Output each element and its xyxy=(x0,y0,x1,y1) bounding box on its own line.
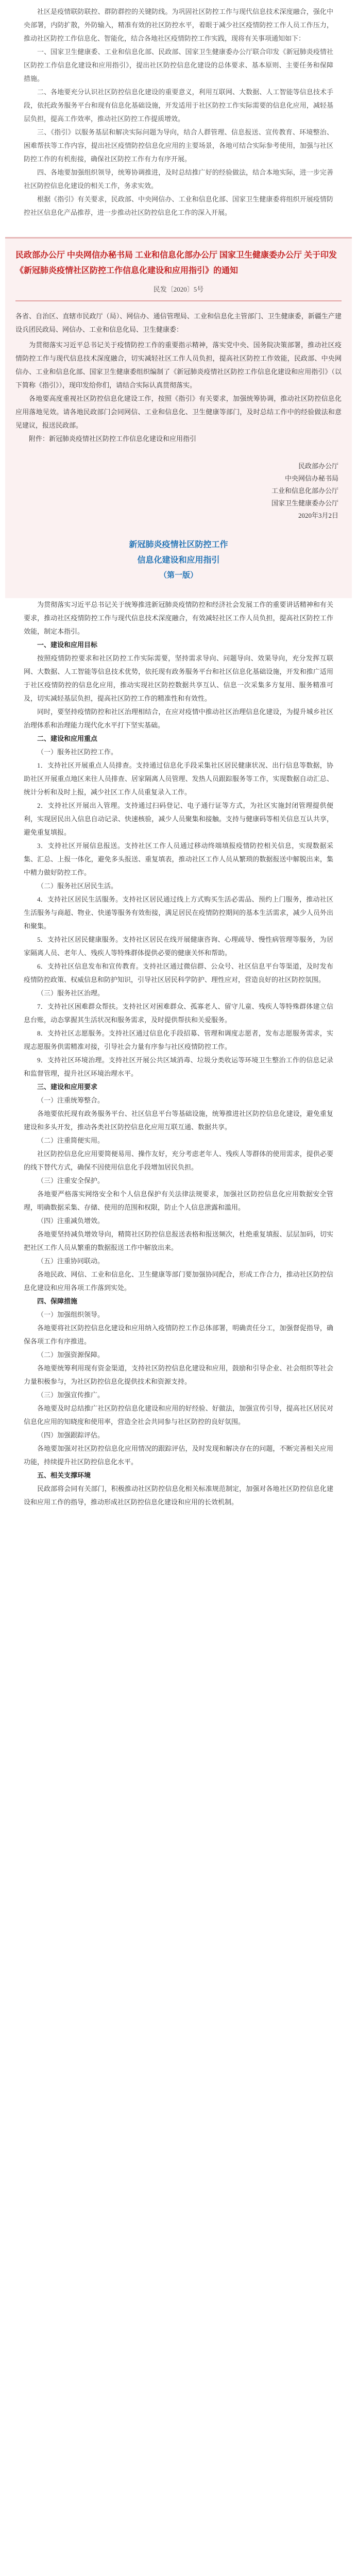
guide-title-line-2: 信息化建设和应用指引 xyxy=(137,556,220,565)
subsection-heading: （三）服务社区治理。 xyxy=(37,989,105,997)
guide-title-line-1: 新冠肺炎疫情社区防控工作 xyxy=(129,540,228,549)
subsection-heading: （五）注重协同联动。 xyxy=(37,1257,105,1265)
guide-paragraph: 1．支持社区开展重点人员排查。支持通过信息化手段采集社区居民健康状况、出行信息等数据，协助社区开展重点地区来往人员排查、居家隔离人员管理、发热人员跟踪服务等工作，实现数据自动汇总、统计分析和及时上报，减少社区工作人员重复录入工作。 xyxy=(24,761,333,796)
subsection-heading: （二）注重简便实用。 xyxy=(37,1137,105,1144)
notice-body xyxy=(15,338,342,446)
section-heading: 一、建设和应用目标 xyxy=(37,641,98,649)
subsection-heading: （四）加强跟踪评估。 xyxy=(37,1431,105,1439)
guide-paragraph: 同时，要坚持疫情防控和社区治理相结合，在应对疫情中推动社区治理信息化建设，为提升城乡社区治理体系和治理能力现代化水平打下坚实基础。 xyxy=(24,708,333,729)
guide-paragraph: 各地要严格落实网络安全和个人信息保护有关法律法规要求，加强社区防控信息化应用数据安全管理，明确数据采集、存储、使用的范围和权限，防止个人信息泄露和滥用。 xyxy=(24,1190,333,1211)
guide-paragraph: 各地要将社区防控信息化建设和应用纳入疫情防控工作总体部署，明确责任分工，加强督促指导，确保各项工作有序推进。 xyxy=(24,1324,333,1345)
guide-title xyxy=(15,537,342,568)
guide-paragraph: 6．支持社区信息发布和宣传教育。支持社区通过微信群、公众号、社区信息平台等渠道，及时发布疫情防控政策、权威信息和防护知识，引导社区居民科学防护、理性应对，营造良好的社区防控氛围。 xyxy=(24,962,333,984)
section-heading: 四、保障措施 xyxy=(37,1297,78,1305)
guide-paragraph: 各地要及时总结推广社区防控信息化建设和应用的好经验、好做法，加强宣传引导，提高社区居民对信息化应用的知晓度和使用率，营造全社会共同参与社区防控的良好氛围。 xyxy=(24,1404,333,1426)
subsection-heading: （二）服务社区居民生活。 xyxy=(37,882,118,890)
notice-addressees: 各省、自治区、直辖市民政厅（局）、网信办、通信管理局、工业和信息化主管部门、卫生健康委，新疆生产建设兵团民政局、网信办、工业和信息化局、卫生健康委： xyxy=(15,312,342,333)
subsection-heading: （二）加强资源保障。 xyxy=(37,1351,105,1359)
intro-paragraph: 社区是疫情联防联控、群防群控的关键防线。为巩固社区防控工作与现代信息技术深度融合，强化中央部署，内防扩散，外防输入，精准有效的社区防控水平，着眼于减少社区疫情防控工作人员工作压力，推动社区防控工作信息化、智能化，结合各地社区疫情防控工作实践，现将有关事项通知如下： xyxy=(24,8,333,42)
notice-paragraph: 各地要高度重视社区防控信息化建设工作，按照《指引》有关要求，加强统筹协调，推动社区防控信息化应用落地见效。请各地民政部门会同网信、工业和信息化、卫生健康等部门，及时总结工作中的经验做法和意见建议，报送民政部。 xyxy=(15,395,342,429)
subsection-heading: （三）注重安全保护。 xyxy=(37,1177,105,1184)
guide-paragraph: 4．支持社区居民生活服务。支持社区居民通过线上方式购买生活必需品、预约上门服务，推动社区生活服务与商超、物业、快递等服务有效衔接，满足居民在疫情防控期间的基本生活需求，减少人员外出和聚集。 xyxy=(24,895,333,930)
document-number: 民发〔2020〕5号 xyxy=(153,285,204,293)
section-heading: 三、建设和应用要求 xyxy=(37,1083,98,1091)
guide-paragraph: 9．支持社区环境治理。支持社区开展公共区域消毒、垃圾分类收运等环境卫生整治工作的信息记录和监督管理，提升社区环境治理水平。 xyxy=(24,1056,333,1077)
guide-paragraph: 8．支持社区志愿服务。支持社区通过信息化手段招募、管理和调度志愿者，发布志愿服务需求，实现志愿服务供需精准对接，引导社会力量有序参与社区疫情防控工作。 xyxy=(24,1029,333,1050)
intro-paragraph: 根据《指引》有关要求，民政部、中央网信办、工业和信息化部、国家卫生健康委将组织开展疫情防控社区信息化产品推荐，进一步推动社区防控信息化工作的深入开展。 xyxy=(24,195,333,216)
intro-paragraph: 四、各地要加强组织领导，统筹协调推进，及时总结推广好的经验做法，结合本地实际，进一步完善社区防控信息化建设的相关工作，务求实效。 xyxy=(24,168,333,190)
issuer-name: 国家卫生健康委办公厅 xyxy=(271,499,338,507)
issuer-name: 工业和信息化部办公厅 xyxy=(271,487,338,495)
intro-section xyxy=(0,0,357,225)
notice-issuers xyxy=(15,460,342,522)
notice-date: 2020年3月2日 xyxy=(298,512,338,519)
intro-paragraph: 一、国家卫生健康委、工业和信息化部、民政部、国家卫生健康委办公厅联合印发《新冠肺炎疫情社区防控工作信息化建设和应用指引》，提出社区防控信息化建设的总体要求、基本原则、主要任务和保障措施。 xyxy=(24,48,333,82)
section-heading: 五、相关支撑环境 xyxy=(37,1471,91,1479)
guide-paragraph: 为贯彻落实习近平总书记关于统筹推进新冠肺炎疫情防控和经济社会发展工作的重要讲话精神和有关要求，推动社区疫情防控工作与现代信息技术深度融合，有效减轻社区工作人员负担，提高社区防控工作效能，制定本指引。 xyxy=(24,601,333,635)
guide-paragraph: 各地要统筹利用现有资金渠道，支持社区防控信息化建设和应用，鼓励和引导企业、社会组织等社会力量积极参与，为社区防控信息化提供技术和资源支持。 xyxy=(24,1364,333,1385)
guide-paragraph: 民政部将会同有关部门，积极推动社区防控信息化相关标准规范制定，加强对各地社区防控信息化建设和应用工作的指导，推动形成社区防控信息化建设和应用的长效机制。 xyxy=(24,1485,333,1506)
guide-paragraph: 7．支持社区困难群众帮扶。支持社区对困难群众、孤寡老人、留守儿童、残疾人等特殊群体建立信息台账，动态掌握其生活状况和服务需求，及时提供帮扶和关爱服务。 xyxy=(24,1003,333,1024)
subsection-heading: （一）加强组织领导。 xyxy=(37,1311,105,1318)
divider xyxy=(15,300,342,301)
section-heading: 二、建设和应用重点 xyxy=(37,735,98,742)
subsection-heading: （三）加强宣传推广。 xyxy=(37,1391,105,1399)
subsection-heading: （一）服务社区防控工作。 xyxy=(37,748,118,756)
guide-paragraph: 各地要加强对社区防控信息化应用情况的跟踪评估，及时发现和解决存在的问题，不断完善相关应用功能，持续提升社区防控信息化水平。 xyxy=(24,1445,333,1466)
notice-title: 民政部办公厅 中央网信办秘书局 工业和信息化部办公厅 国家卫生健康委办公厅 关于印发《新冠肺炎疫情社区防控工作信息化建设和应用指引》的通知 xyxy=(15,251,337,275)
intro-paragraph: 三、《指引》以服务基层和解决实际问题为导向，结合人群管理、信息报送、宣传教育、环境整治、困难帮扶等工作内容，提出社区疫情防控信息化应用的主要场景，各地可结合实际参考使用，加强与社区防控工作的有机衔接，确保社区防控工作有力有序开展。 xyxy=(24,128,333,163)
notice-paragraph: 附件：新冠肺炎疫情社区防控工作信息化建设和应用指引 xyxy=(29,435,197,443)
notice-box xyxy=(5,237,352,598)
guide-paragraph: 各地民政、网信、工业和信息化、卫生健康等部门要加强协同配合，形成工作合力，推动社区防控信息化建设和应用各项工作落到实处。 xyxy=(24,1270,333,1292)
guide-body xyxy=(0,598,357,1519)
issuer-name: 中央网信办秘书局 xyxy=(284,474,338,482)
notice-paragraph: 为贯彻落实习近平总书记关于疫情防控工作的重要指示精神，落实党中央、国务院决策部署，推动社区疫情防控工作与现代信息技术深度融合，切实减轻社区工作人员负担，提高社区防控工作效能，民政部、中央网信办、工业和信息化部、国家卫生健康委组织编制了《新冠肺炎疫情社区防控工作信息化建设和应用指引》（以下简称《指引》），现印发给你们，请结合实际认真贯彻落实。 xyxy=(15,341,342,389)
guide-paragraph: 5．支持社区居民健康服务。支持社区居民在线开展健康咨询、心理疏导、慢性病管理等服务，为居家隔离人员、老年人、残疾人等特殊群体提供必要的健康关怀和帮助。 xyxy=(24,936,333,957)
guide-paragraph: 各地要坚持减负增效导向，精简社区防控信息报送表格和报送频次，杜绝重复填报、层层加码，切实把社区工作人员从繁重的数据报送工作中解放出来。 xyxy=(24,1230,333,1251)
guide-paragraph: 按照疫情防控要求和社区防控工作实际需要，坚持需求导向、问题导向、效果导向，充分发挥互联网、大数据、人工智能等信息技术优势，依托现有政务服务平台和社区信息化基础设施，开发和推广适用于社区疫情防控的信息化应用，推动实现社区防控数据共享互认、信息一次采集多方复用、服务精准可及，切实减轻基层负担，提高社区防控工作的精准性和有效性。 xyxy=(24,654,333,702)
subsection-heading: （一）注重统筹整合。 xyxy=(37,1096,105,1104)
guide-edition: （第一版） xyxy=(159,571,198,580)
issuer-name: 民政部办公厅 xyxy=(298,462,338,470)
intro-paragraph: 二、各地要充分认识社区防控信息化建设的重要意义，利用互联网、大数据、人工智能等信息技术手段，依托政务服务平台和现有信息化基础设施，开发适用于社区防控工作实际需要的信息化应用，减轻基层负担，提高工作效率，推动社区防控工作提质增效。 xyxy=(24,88,333,123)
guide-paragraph: 社区防控信息化应用要简便易用、操作友好，充分考虑老年人、残疾人等群体的使用需求，提供必要的线下替代方式，确保不因使用信息化手段增加居民负担。 xyxy=(24,1150,333,1171)
subsection-heading: （四）注重减负增效。 xyxy=(37,1217,105,1225)
guide-paragraph: 2．支持社区开展出入管理。支持通过扫码登记、电子通行证等方式，为社区实施封闭管理提供便利，实现居民出入信息自动记录、快速核验，减少人员聚集和接触。支持与健康码等相关信息互认共享，避免重复填报。 xyxy=(24,802,333,836)
guide-paragraph: 各地要依托现有政务服务平台、社区信息平台等基础设施，统筹推进社区防控信息化建设，避免重复建设和多头开发，推动各类社区防控信息化应用互联互通、数据共享。 xyxy=(24,1110,333,1131)
guide-paragraph: 3．支持社区开展信息报送。支持社区工作人员通过移动终端填报疫情防控相关信息，实现数据采集、汇总、上报一体化，避免多头报送、重复填表，推动社区工作人员从繁琐的数据报送中解脱出来，集中精力做好防控工作。 xyxy=(24,842,333,876)
